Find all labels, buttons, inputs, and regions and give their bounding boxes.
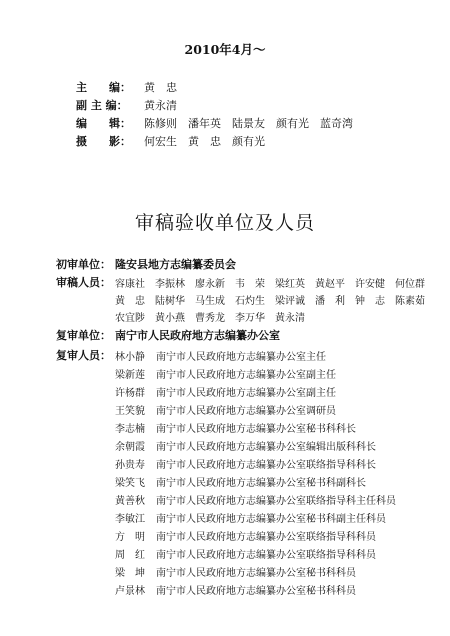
second-reviewer-title: 南宁市人民政府地方志编纂办公室秘书科副主任科员 <box>156 514 386 525</box>
second-reviewer-title: 南宁市人民政府地方志编纂办公室联络指导科主任科员 <box>156 496 396 507</box>
staff-value-photography: 何宏生 黄 忠 颜有光 <box>144 135 265 148</box>
staff-label-photography: 摄 影： <box>76 135 131 148</box>
second-reviewer-name: 余朝霞 <box>115 442 145 453</box>
second-reviewer-name: 王笑貌 <box>115 406 145 417</box>
second-reviewer-name: 梁 坤 <box>115 568 145 579</box>
staff-label-chief-editor: 主 编： <box>76 81 131 94</box>
second-reviewer-name: 林小静 <box>115 352 145 363</box>
staff-value-editors: 陈修则 潘年英 陆景友 颜有光 蓝奇湾 <box>144 117 353 130</box>
reviewers-label: 审稿人员： <box>56 276 111 289</box>
second-reviewer-name: 许杨群 <box>115 388 145 399</box>
staff-value-deputy-editor: 黄永清 <box>144 99 177 112</box>
page-title: 审稿验收单位及人员 <box>134 212 315 234</box>
second-reviewer-title: 南宁市人民政府地方志编纂办公室联络指导科科员 <box>156 550 376 561</box>
second-review-unit-value: 南宁市人民政府地方志编纂办公室 <box>115 329 280 342</box>
second-reviewer-name: 方 明 <box>115 532 145 543</box>
staff-label-deputy-editor: 副 主 编： <box>76 99 128 112</box>
staff-value-chief-editor: 黄 忠 <box>144 81 177 94</box>
second-reviewer-name: 梁新莲 <box>115 370 145 381</box>
second-reviewer-name: 李志楠 <box>115 424 145 435</box>
reviewers-line: 容康社 李振林 廖永新 韦 荣 梁红英 黄赵平 许安健 何位群 <box>115 279 425 290</box>
first-review-unit-value: 隆安县地方志编纂委员会 <box>115 258 236 271</box>
staff-label-editors: 编 辑： <box>76 117 131 130</box>
second-reviewer-name: 梁笑飞 <box>115 478 145 489</box>
reviewers-line: 农宜陟 黄小燕 曹秀龙 李万华 黄永清 <box>115 313 305 324</box>
second-reviewer-title: 南宁市人民政府地方志编纂办公室秘书科科长 <box>156 424 356 435</box>
second-reviewer-title: 南宁市人民政府地方志编纂办公室调研员 <box>156 406 336 417</box>
second-reviewer-title: 南宁市人民政府地方志编纂办公室联络指导科科长 <box>156 460 376 471</box>
reviewers-line: 黄 忠 陆树华 马生成 石灼生 梁评诚 潘 利 钟 志 陈素茹 <box>115 296 425 307</box>
second-reviewer-title: 南宁市人民政府地方志编纂办公室副主任 <box>156 388 336 399</box>
second-reviewer-name: 李敏江 <box>115 514 145 525</box>
second-reviewer-title: 南宁市人民政府地方志编纂办公室副主任 <box>156 370 336 381</box>
second-reviewer-title: 南宁市人民政府地方志编纂办公室联络指导科科员 <box>156 532 376 543</box>
second-reviewer-title: 南宁市人民政府地方志编纂办公室主任 <box>156 352 326 363</box>
second-reviewer-title: 南宁市人民政府地方志编纂办公室编辑出版科科长 <box>156 442 376 453</box>
second-reviewer-title: 南宁市人民政府地方志编纂办公室秘书科副科长 <box>156 478 366 489</box>
second-reviewer-name: 孙贵寿 <box>115 460 145 471</box>
second-reviewer-name: 黄善秋 <box>115 496 145 507</box>
second-reviewer-name: 周 红 <box>115 550 145 561</box>
first-review-unit-label: 初审单位： <box>56 258 111 271</box>
second-review-unit-label: 复审单位： <box>56 329 111 342</box>
second-reviewer-title: 南宁市人民政府地方志编纂办公室秘书科科员 <box>156 586 356 597</box>
second-reviewer-name: 卢景林 <box>115 586 145 597</box>
date-line: 2010年4月～ <box>184 42 266 57</box>
second-reviewer-title: 南宁市人民政府地方志编纂办公室秘书科科员 <box>156 568 356 579</box>
second-reviewers-label: 复审人员： <box>56 349 111 362</box>
